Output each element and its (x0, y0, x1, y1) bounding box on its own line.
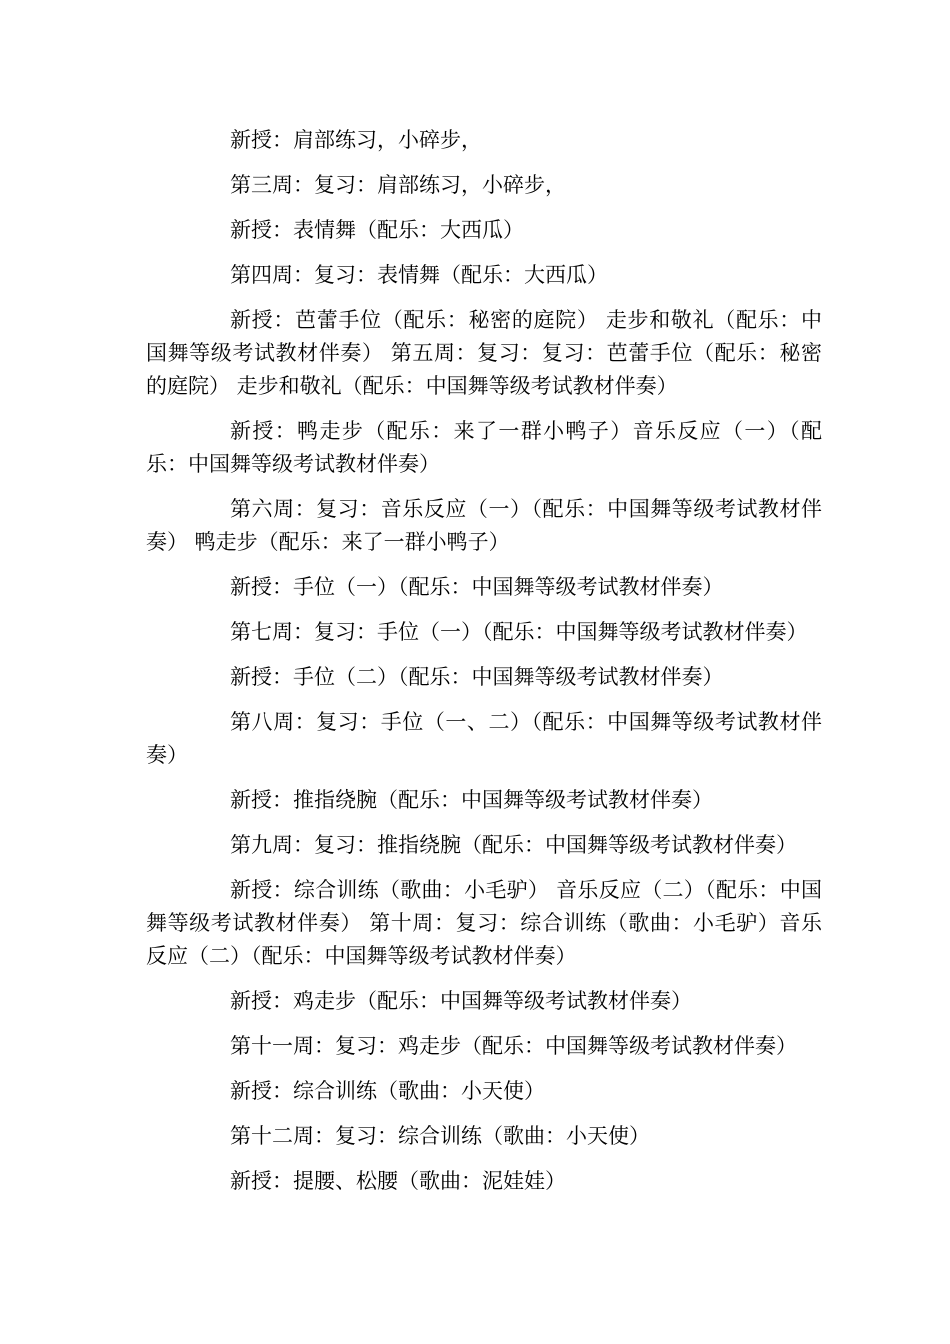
paragraph: 第三周：复习：肩部练习，小碎步， (230, 173, 566, 197)
document-body (146, 124, 822, 1210)
paragraph: 第七周：复习：手位（一）（配乐：中国舞等级考试教材伴奏） (230, 620, 808, 644)
paragraph: 新授：鸭走步（配乐：来了一群小鸭子）音乐反应（一）（配乐：中国舞等级考试教材伴奏） (146, 419, 822, 476)
paragraph: 第十二周：复习：综合训练（歌曲：小天使） (230, 1124, 650, 1148)
paragraph: 第九周：复习：推指绕腕（配乐：中国舞等级考试教材伴奏） (230, 833, 797, 857)
paragraph: 第六周：复习：音乐反应（一）（配乐：中国舞等级考试教材伴奏） 鸭走步（配乐：来了一群小鸭子） (146, 497, 822, 554)
paragraph: 新授：芭蕾手位（配乐：秘密的庭院） 走步和敬礼（配乐：中国舞等级考试教材伴奏） 第五周：复习：复习：芭蕾手位（配乐：秘密的庭院） 走步和敬礼（配乐：中国舞等级考试教材伴奏） (146, 308, 822, 398)
paragraph: 新授：综合训练（歌曲：小毛驴） 音乐反应（二）（配乐：中国舞等级考试教材伴奏） 第十周：复习：综合训练（歌曲：小毛驴）音乐反应（二）（配乐：中国舞等级考试教材伴奏） (146, 878, 822, 968)
paragraph: 新授：手位（二）（配乐：中国舞等级考试教材伴奏） (230, 665, 724, 689)
paragraph: 新授：肩部练习，小碎步， (230, 128, 482, 152)
paragraph: 第八周：复习：手位（一、二）（配乐：中国舞等级考试教材伴奏） (146, 710, 822, 767)
paragraph: 新授：推指绕腕（配乐：中国舞等级考试教材伴奏） (230, 788, 713, 812)
paragraph: 第十一周：复习：鸡走步（配乐：中国舞等级考试教材伴奏） (230, 1034, 797, 1058)
paragraph: 新授：综合训练（歌曲：小天使） (230, 1079, 545, 1103)
paragraph: 新授：提腰、松腰（歌曲：泥娃娃） (230, 1169, 566, 1193)
paragraph: 新授：鸡走步（配乐：中国舞等级考试教材伴奏） (230, 989, 692, 1013)
paragraph: 新授：手位（一）（配乐：中国舞等级考试教材伴奏） (230, 575, 724, 599)
paragraph: 新授：表情舞（配乐：大西瓜） (230, 218, 524, 242)
paragraph: 第四周：复习：表情舞（配乐：大西瓜） (230, 263, 608, 287)
